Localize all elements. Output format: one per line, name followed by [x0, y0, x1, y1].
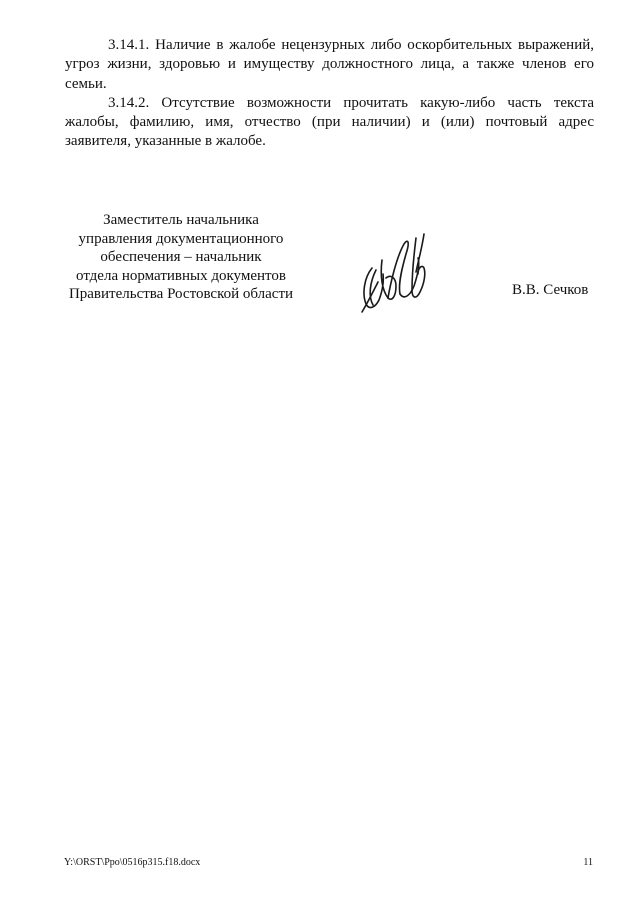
page-number: 11 — [583, 857, 593, 868]
position-line: управления документационного — [78, 230, 284, 247]
position-line: Правительства Ростовской области — [68, 286, 294, 303]
paragraph-3-14-1 — [65, 36, 594, 94]
position-line: Заместитель начальника — [103, 212, 259, 228]
position-line: обеспечения – начальник — [100, 249, 262, 266]
paragraph-text: Отсутствие возможности прочитать какую-либо часть текста жалобы, фамилию, имя, отчество (при наличии) и (или) почтовый адрес заявителя, указанные в жалобе. — [65, 94, 594, 150]
paragraph-text: Наличие в жалобе нецензурных либо оскорбительных выражений, угроз жизни, здоровью и имуществу должностного лица, а также членов его семьи. — [65, 37, 594, 92]
paragraph-number: 3.14.2. — [108, 94, 150, 111]
document-body — [65, 36, 594, 152]
paragraph-3-14-2 — [65, 94, 594, 152]
footer-file-path: Y:\ORST\Ppo\0516p315.f18.docx — [64, 857, 201, 868]
handwritten-signature — [358, 228, 438, 314]
position-line: отдела нормативных документов — [76, 267, 286, 284]
signer-name: В.В. Сечков — [512, 282, 589, 298]
signatory-position — [58, 211, 304, 304]
paragraph-number: 3.14.1. — [108, 37, 150, 53]
